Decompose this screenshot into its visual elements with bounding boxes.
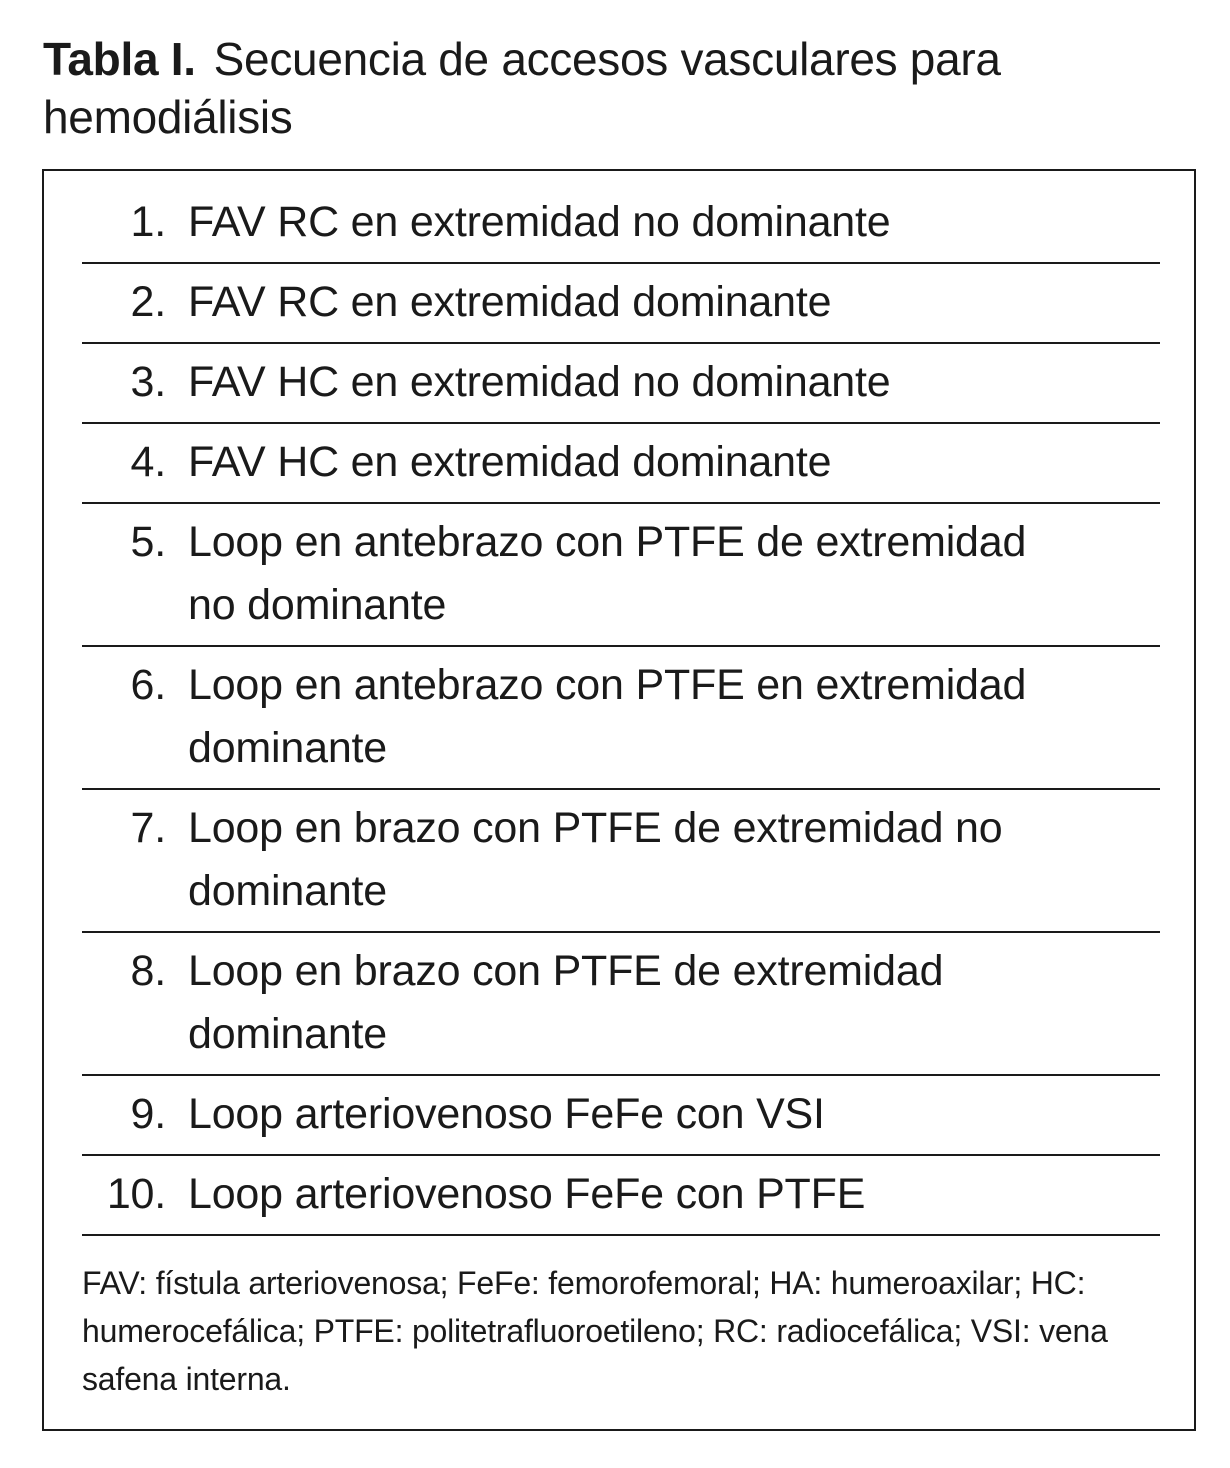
table-label: Tabla I.	[43, 33, 196, 85]
item-number: 5.	[130, 518, 166, 566]
item-text: Loop en brazo con PTFE de extremidad no dominante	[188, 804, 1003, 915]
item-number: 2.	[130, 278, 166, 326]
item-number: 7.	[130, 804, 166, 852]
item-text: FAV HC en extremidad no dominante	[188, 358, 891, 406]
item-text: Loop arteriovenoso FeFe con PTFE	[188, 1170, 866, 1218]
list-item	[82, 790, 1160, 933]
list-item	[82, 264, 1160, 344]
item-number: 8.	[130, 947, 166, 995]
item-number: 6.	[130, 661, 166, 709]
item-text: Loop en antebrazo con PTFE de extremidad no dominante	[188, 518, 1027, 629]
item-number: 4.	[130, 438, 166, 486]
list-item	[82, 191, 1160, 264]
item-text: Loop arteriovenoso FeFe con VSI	[188, 1090, 825, 1138]
list-item	[82, 504, 1160, 647]
item-number: 1.	[130, 198, 166, 246]
item-text: Loop en antebrazo con PTFE en extremidad dominante	[188, 661, 1027, 772]
list-item	[82, 1156, 1160, 1236]
abbreviations-footnote: FAV: fístula arteriovenosa; FeFe: femorofemoral; HA: humeroaxilar; HC: humerocefálica; PTFE: politetrafluoroetileno; RC: radiocefálica; VSI: vena safena interna.	[82, 1265, 1108, 1397]
item-text: Loop en brazo con PTFE de extremidad dominante	[188, 947, 944, 1058]
list-item	[82, 1076, 1160, 1156]
list-item	[82, 344, 1160, 424]
item-number: 10.	[106, 1170, 166, 1218]
item-text: FAV RC en extremidad dominante	[188, 278, 832, 326]
list-item	[82, 647, 1160, 790]
item-number: 9.	[130, 1090, 166, 1138]
list-item	[82, 933, 1160, 1076]
access-sequence-list	[82, 191, 1160, 1236]
item-text: FAV HC en extremidad dominante	[188, 438, 832, 486]
table-title	[43, 30, 1183, 146]
item-number: 3.	[130, 358, 166, 406]
table-box	[42, 169, 1196, 1431]
item-text: FAV RC en extremidad no dominante	[188, 198, 891, 246]
table-title-text: Secuencia de accesos vasculares para hemodiálisis	[43, 33, 1001, 143]
list-item	[82, 424, 1160, 504]
